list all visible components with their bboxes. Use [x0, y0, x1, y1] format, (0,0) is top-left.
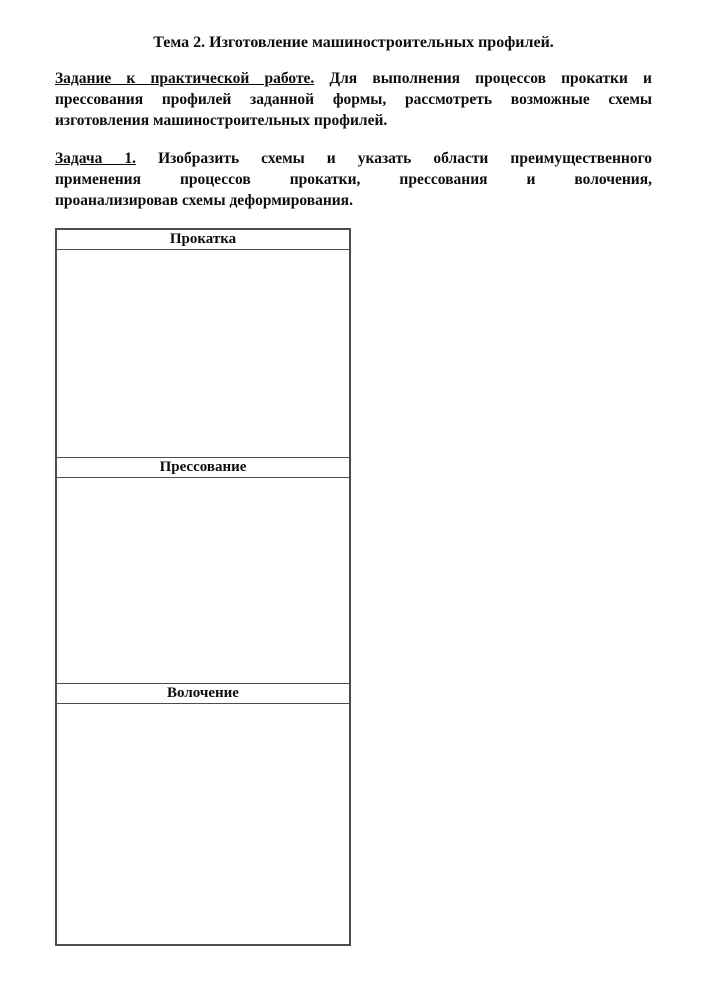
assignment-label: Задание к практической работе.	[55, 70, 315, 87]
assignment-line-1-text: Для выполнения процессов прокатки и	[314, 70, 652, 87]
table-body-row-drawing	[56, 704, 350, 945]
table-header-pressing: Прессование	[56, 458, 350, 478]
task-label: Задача 1.	[55, 150, 137, 167]
document-title: Тема 2. Изготовление машиностроительных профилей.	[153, 34, 554, 51]
task-line-1-text: Изобразить схемы и указать области преимущественного	[136, 150, 652, 167]
table-empty-cell-rolling	[56, 250, 350, 458]
schemes-table	[55, 228, 351, 946]
table-body-row-pressing	[56, 478, 350, 684]
table-empty-cell-pressing	[56, 478, 350, 684]
table-header-row-drawing	[56, 684, 350, 704]
assignment-line-3: изготовления машиностроительных профилей.	[55, 112, 388, 129]
assignment-line-1	[55, 68, 652, 89]
task-line-1	[55, 148, 652, 169]
assignment-paragraph	[55, 68, 652, 131]
task-paragraph	[55, 148, 652, 211]
task-line-3: проанализировав схемы деформирования.	[55, 192, 353, 209]
table-body-row-rolling	[56, 250, 350, 458]
table-empty-cell-drawing	[56, 704, 350, 945]
task-line-2: применения процессов прокатки, прессования и волочения,	[55, 171, 652, 188]
table-header-drawing: Волочение	[56, 684, 350, 704]
table-header-rolling: Прокатка	[56, 229, 350, 250]
assignment-line-2: прессования профилей заданной формы, рассмотреть возможные схемы	[55, 91, 652, 108]
table-header-row-rolling	[56, 229, 350, 250]
table-header-row-pressing	[56, 458, 350, 478]
